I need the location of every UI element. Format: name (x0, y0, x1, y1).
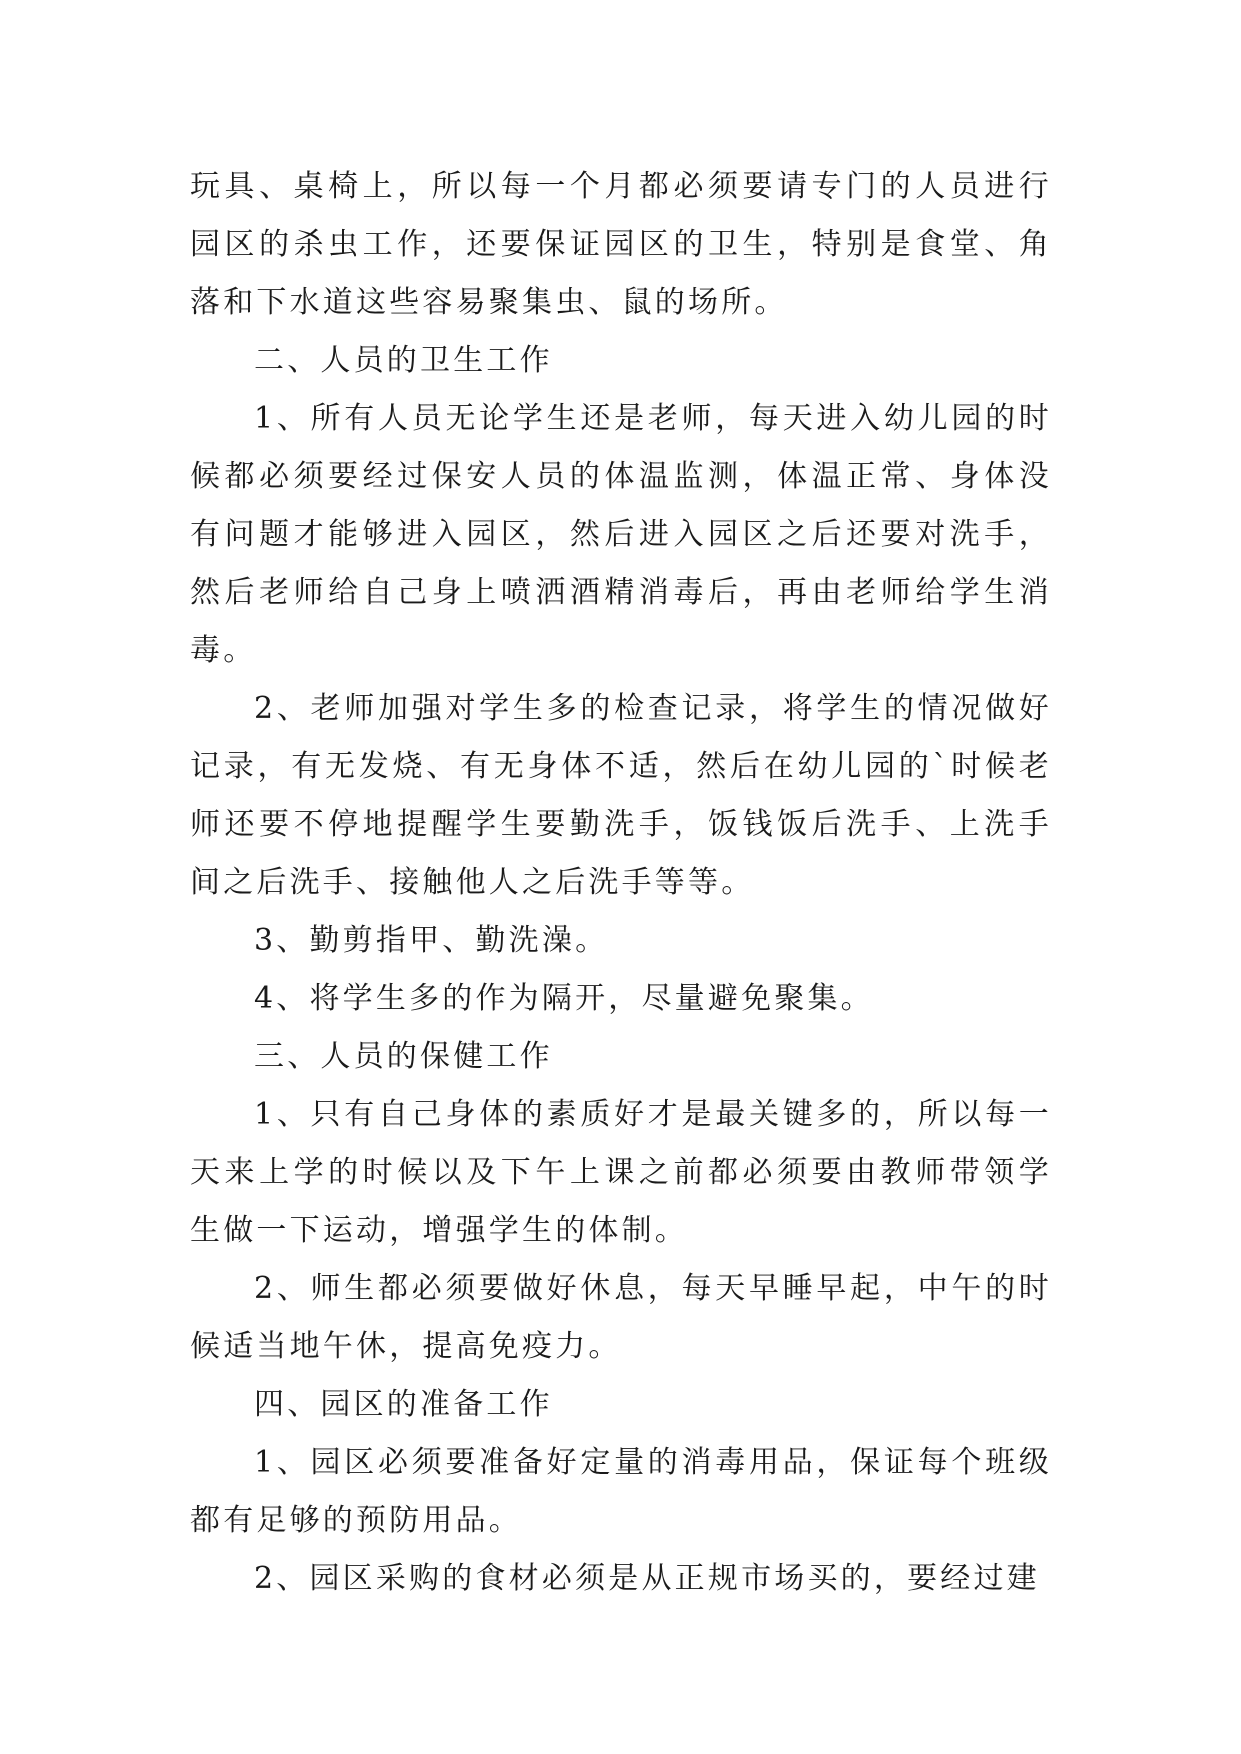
paragraph-item: 2、园区采购的食材必须是从正规市场买的，要经过建 (254, 1561, 1040, 1596)
paragraph-item: 3、勤剪指甲、勤洗澡。 (254, 923, 609, 958)
section-heading-4: 四、园区的准备工作 (254, 1387, 553, 1422)
paragraph-item: 2、师生都必须要做好休息，每天早睡早起，中午的时候适当地午休，提高免疫力。 (190, 1271, 1052, 1364)
paragraph-item: 4、将学生多的作为隔开，尽量避免聚集。 (254, 981, 874, 1016)
paragraph-item: 1、园区必须要准备好定量的消毒用品，保证每个班级都有足够的预防用品。 (190, 1445, 1052, 1538)
paragraph-continuation: 玩具、桌椅上，所以每一个月都必须要请专门的人员进行园区的杀虫工作，还要保证园区的卫生，特别是食堂、角落和下水道这些容易聚集虫、鼠的场所。 (190, 169, 1052, 320)
paragraph-item: 1、所有人员无论学生还是老师，每天进入幼儿园的时候都必须要经过保安人员的体温监测，体温正常、身体没有问题才能够进入园区，然后进入园区之后还要对洗手，然后老师给自己身上喷洒酒精消毒后，再由老师给学生消毒。 (190, 401, 1052, 668)
paragraph-item: 1、只有自己身体的素质好才是最关键多的，所以每一天来上学的时候以及下午上课之前都必须要由教师带领学生做一下运动，增强学生的体制。 (190, 1097, 1052, 1248)
document-body (190, 158, 1052, 1608)
paragraph-item: 2、老师加强对学生多的检查记录，将学生的情况做好记录，有无发烧、有无身体不适，然后在幼儿园的`时候老师还要不停地提醒学生要勤洗手，饭钱饭后洗手、上洗手间之后洗手、接触他人之后洗手等等。 (190, 691, 1052, 900)
section-heading-3: 三、人员的保健工作 (254, 1039, 553, 1074)
section-heading-2: 二、人员的卫生工作 (254, 343, 553, 378)
